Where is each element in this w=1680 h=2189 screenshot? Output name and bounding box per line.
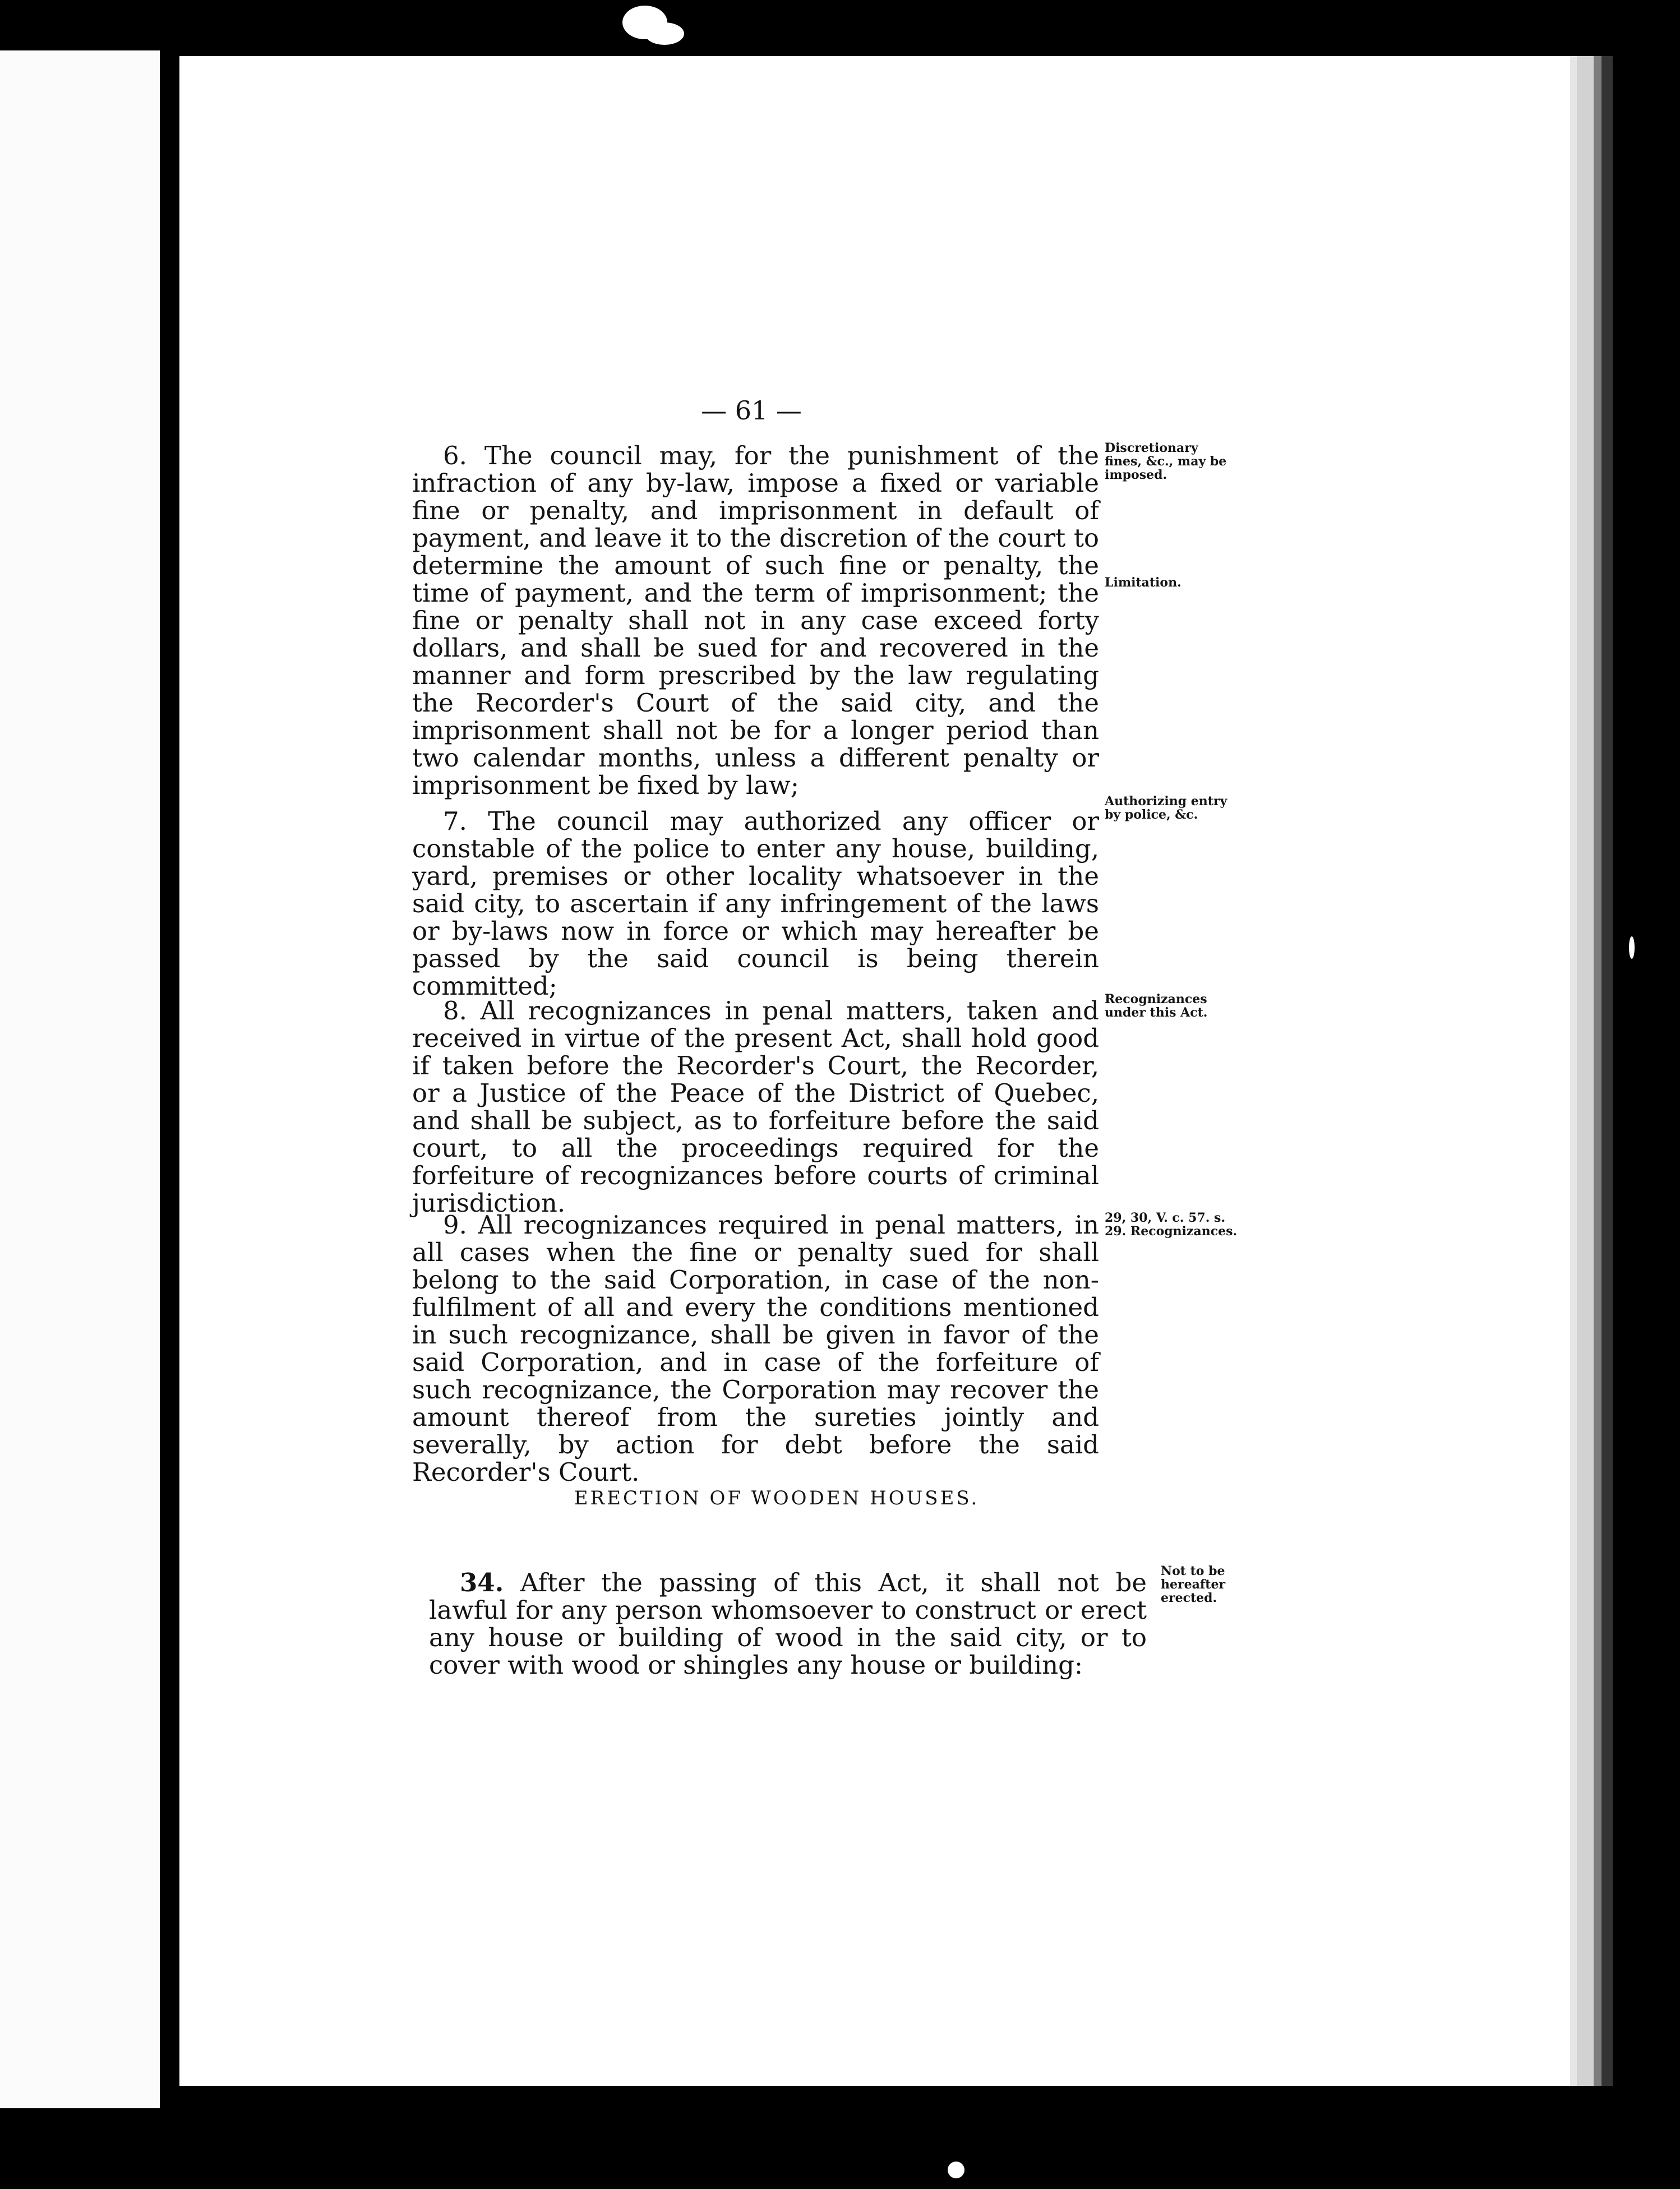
paragraph-6: 6. The council may, for the punishment of the infraction of any by-law, impose a fixed or variable fine or penalty, and imprisonment in default of payment, and leave it to the discretion of the court to determine the amount of such fine or penalty, the time of payment, and the term of imprisonment; the fine or penalty shall not in any case exceed forty dollars, and shall be sued for and recovered in the manner and form prescribed by the law regulating the Recorder's Court of the said city, and the imprisonment shall not be for a longer period than two calendar months, unless a different penalty or imprisonment be fixed by law; [412, 441, 1099, 800]
section-heading: ERECTION OF WOODEN HOUSES. [574, 1487, 980, 1509]
margin-note-discretionary-fines: Discretionary fines, &c., may be imposed. [1105, 441, 1227, 482]
paragraph-7: 7. The council may authorized any officer or constable of the police to enter any house, building, yard, premises or other locality whatsoever in the said city, to ascertain if any infringement of the laws or by-laws now in force or which may hereafter be passed by the said council is being therein committed; [412, 806, 1099, 1001]
scan-blemish [1629, 936, 1635, 959]
margin-note-limitation: Limitation. [1105, 575, 1181, 590]
margin-note-not-to-be-erected: Not to be hereafter erected. [1161, 1564, 1226, 1605]
page-number: — 61 — [701, 395, 802, 426]
page-gutter [168, 62, 179, 2086]
facing-page-edge [0, 50, 160, 2108]
scan-blemish [645, 22, 684, 45]
page-edge [1577, 56, 1594, 2086]
margin-note-recognizances: Recognizances under this Act. [1105, 992, 1208, 1020]
section-34-number: 34. [460, 1568, 504, 1597]
margin-note-statute-reference: 29, 30, V. c. 57. s. 29. Recognizances. [1105, 1211, 1238, 1239]
page-edge [1594, 56, 1601, 2086]
page-edge [1570, 56, 1577, 2086]
scan-blemish [948, 2162, 964, 2178]
page-edge [1601, 56, 1613, 2086]
paragraph-8: 8. All recognizances in penal matters, taken and received in virtue of the present Act, shall hold good if taken before the Recorder's Court, the Recorder, or a Justice of the Peace of the District of Quebec, and shall be subject, as to forfeiture before the said court, to all the proceedings required for the forfeiture of recognizances before courts of criminal jurisdiction. [412, 996, 1099, 1218]
paragraph-9: 9. All recognizances required in penal matters, in all cases when the fine or penalty sued for shall belong to the said Corporation, in case of the non-fulfilment of all and every the conditions mentioned in such recognizance, shall be given in favor of the said Corporation, and in case of the forfeiture of such recognizance, the Corporation may recover the amount thereof from the sureties jointly and severally, by action for debt before the said Recorder's Court. [412, 1210, 1099, 1487]
section-34 [429, 1569, 1147, 1679]
margin-note-authorizing-entry: Authorizing entry by police, &c. [1105, 794, 1227, 822]
section-34-text: After the passing of this Act, it shall not be lawful for any person whomsoever to construct or erect any house or building of wood in the said city, or to cover with wood or shingles any house or building: [429, 1568, 1147, 1680]
